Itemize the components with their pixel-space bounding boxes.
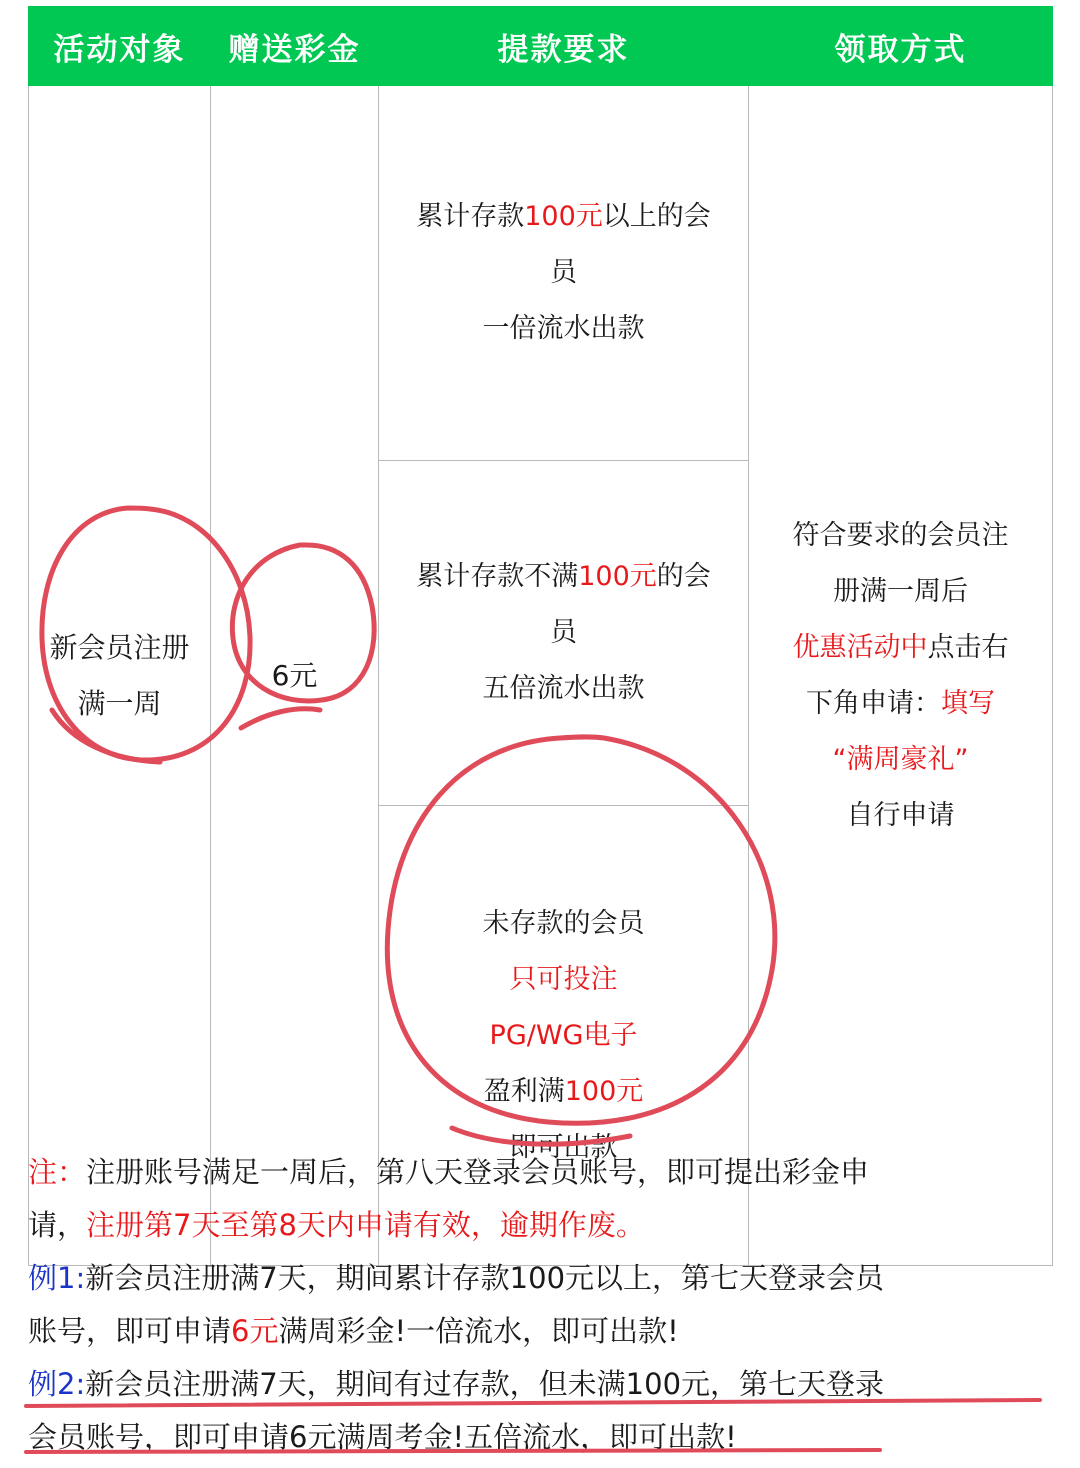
column-header-bonus: 赠送彩金: [211, 7, 379, 86]
requirement-line: 只可投注: [509, 963, 618, 995]
claim-line: “满周豪礼”: [832, 743, 969, 775]
requirement-line: 员: [550, 617, 577, 648]
requirement-line: 五倍流水出款: [482, 673, 645, 704]
column-header-target: 活动对象: [29, 7, 211, 86]
requirement-line: PG/WG电子: [489, 1019, 638, 1051]
cell-bonus-amount: 6元: [211, 86, 379, 1266]
column-header-withdraw-requirement: 提款要求: [379, 7, 749, 86]
cell-requirement-tier-2: [379, 461, 749, 806]
column-header-claim-method: 领取方式: [749, 7, 1053, 86]
promotion-table: [28, 6, 1053, 1266]
note-line-example2: 例2:新会员注册满7天，期间有过存款，但未满100元，第七天登录: [28, 1367, 885, 1401]
requirement-line: 即可出款: [509, 1131, 618, 1163]
notes-section: [28, 1146, 1058, 1464]
table-header-row: [29, 7, 1053, 86]
cell-requirement-tier-1: [379, 86, 749, 461]
requirement-line: 未存款的会员: [482, 907, 645, 939]
table-body: [29, 86, 1053, 1266]
requirement-line: 盈利满100元: [483, 1075, 644, 1107]
claim-line: 下角申请：填写: [806, 687, 995, 719]
claim-line: 自行申请: [846, 799, 955, 831]
requirement-line: 累计存款100元以上的会: [416, 201, 711, 232]
claim-line: 册满一周后: [833, 575, 968, 607]
table-row: [29, 86, 1053, 461]
note-line-example1-cont: 账号，即可申请6元满周彩金!一倍流水，即可出款!: [28, 1314, 679, 1348]
requirement-line: 累计存款不满100元的会: [416, 561, 711, 592]
cell-claim-method: [749, 86, 1053, 1266]
note-line-example2-cont: 会员账号，即可申请6元满周考金!五倍流水，即可出款!: [28, 1420, 737, 1454]
requirement-line: 员: [550, 257, 577, 288]
target-line-1: 新会员注册: [49, 630, 190, 664]
claim-line: 优惠活动中点击右: [792, 631, 1009, 663]
note-line-1: 注：注册账号满足一周后，第八天登录会员账号，即可提出彩金申: [28, 1155, 870, 1189]
note-line-example1: 例1:新会员注册满7天，期间累计存款100元以上，第七天登录会员: [28, 1261, 885, 1295]
claim-line: 符合要求的会员注: [792, 519, 1009, 551]
cell-activity-target: [29, 86, 211, 1266]
table-header: [29, 7, 1053, 86]
note-line-2: 请，注册第7天至第8天内申请有效，逾期作废。: [28, 1208, 645, 1242]
target-line-2: 满一周: [77, 686, 162, 720]
requirement-line: 一倍流水出款: [482, 313, 645, 344]
